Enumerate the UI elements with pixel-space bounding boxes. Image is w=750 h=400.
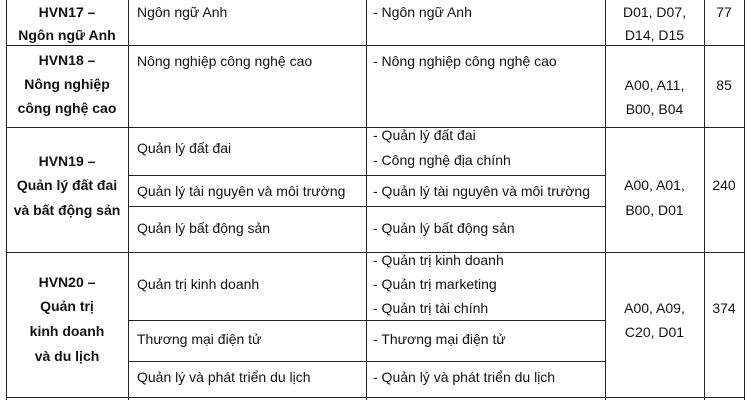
divider-col-4 <box>704 0 705 400</box>
combo-line-2: C20, D01 <box>624 324 685 340</box>
combo-line-2: B00, B04 <box>625 101 684 117</box>
divider-col-3 <box>605 0 606 400</box>
sub-divider-hvn19-2 <box>128 206 606 207</box>
major-name: Thương mại điện tử <box>137 331 262 347</box>
specialization: - Quản lý bất động sản <box>373 220 515 236</box>
combo-line-2: D14, D15 <box>624 27 685 43</box>
group-hvn17-code: HVN17 – <box>38 4 96 20</box>
divider-col-1 <box>128 0 129 400</box>
specialization: - Công nghệ địa chính <box>373 152 511 168</box>
specialization: - Quản lý và phát triển du lịch <box>373 369 556 385</box>
group-hvn20-name-3: và du lịch <box>34 348 100 364</box>
major-name: Quản lý đất đai <box>137 140 232 156</box>
combo-line-1: D01, D07, <box>622 4 687 20</box>
group-hvn20-name-1: Quản trị <box>40 298 94 314</box>
specialization: - Quản lý đất đai <box>373 127 476 143</box>
sub-divider-hvn19-1 <box>128 175 606 176</box>
major-name: Ngôn ngữ Anh <box>137 4 228 20</box>
quota: 85 <box>716 77 732 93</box>
major-name: Quản trị kinh doanh <box>137 276 260 292</box>
quota: 374 <box>712 300 736 316</box>
major-name: Quản lý và phát triển du lịch <box>137 369 311 385</box>
combo-line-1: A00, A09, <box>624 300 685 316</box>
specialization: - Nông nghiệp công nghệ cao <box>373 53 557 69</box>
quota: 77 <box>716 4 732 20</box>
combo-line-1: A00, A11, <box>624 77 685 93</box>
group-hvn20-name-2: kinh doanh <box>29 323 105 339</box>
group-hvn18-name-2: công nghệ cao <box>17 100 117 116</box>
combo-line-2: B00, D01 <box>625 202 684 218</box>
group-hvn18-name-1: Nông nghiệp <box>24 76 110 92</box>
row-divider-1 <box>6 45 745 46</box>
group-hvn19-name-1: Quản lý đất đai <box>16 177 118 193</box>
major-name: Quản lý bất động sản <box>137 220 271 236</box>
specialization: - Quản trị kinh doanh <box>373 252 504 268</box>
combo-line-1: A00, A01, <box>624 177 685 193</box>
major-name: Nông nghiệp công nghệ cao <box>137 53 313 69</box>
specialization: - Quản trị tài chính <box>373 300 489 316</box>
group-hvn18-code: HVN18 – <box>38 52 96 68</box>
specialization: - Ngôn ngữ Anh <box>373 4 472 20</box>
group-hvn17-name: Ngôn ngữ Anh <box>18 27 116 43</box>
group-hvn19-name-2: và bất động sản <box>13 202 121 218</box>
sub-divider-hvn20-1 <box>128 320 606 321</box>
group-hvn20-code: HVN20 – <box>38 274 96 290</box>
quota: 240 <box>712 177 736 193</box>
divider-col-2 <box>366 0 367 400</box>
specialization: - Quản lý tài nguyên và môi trường <box>373 183 590 199</box>
row-divider-4 <box>6 397 745 398</box>
border-right <box>744 0 745 400</box>
group-hvn19-code: HVN19 – <box>38 153 96 169</box>
specialization: - Thương mại điện tử <box>373 331 506 347</box>
sub-divider-hvn20-2 <box>128 361 606 362</box>
specialization: - Quản trị marketing <box>373 276 497 292</box>
major-name: Quản lý tài nguyên và môi trường <box>137 183 346 199</box>
